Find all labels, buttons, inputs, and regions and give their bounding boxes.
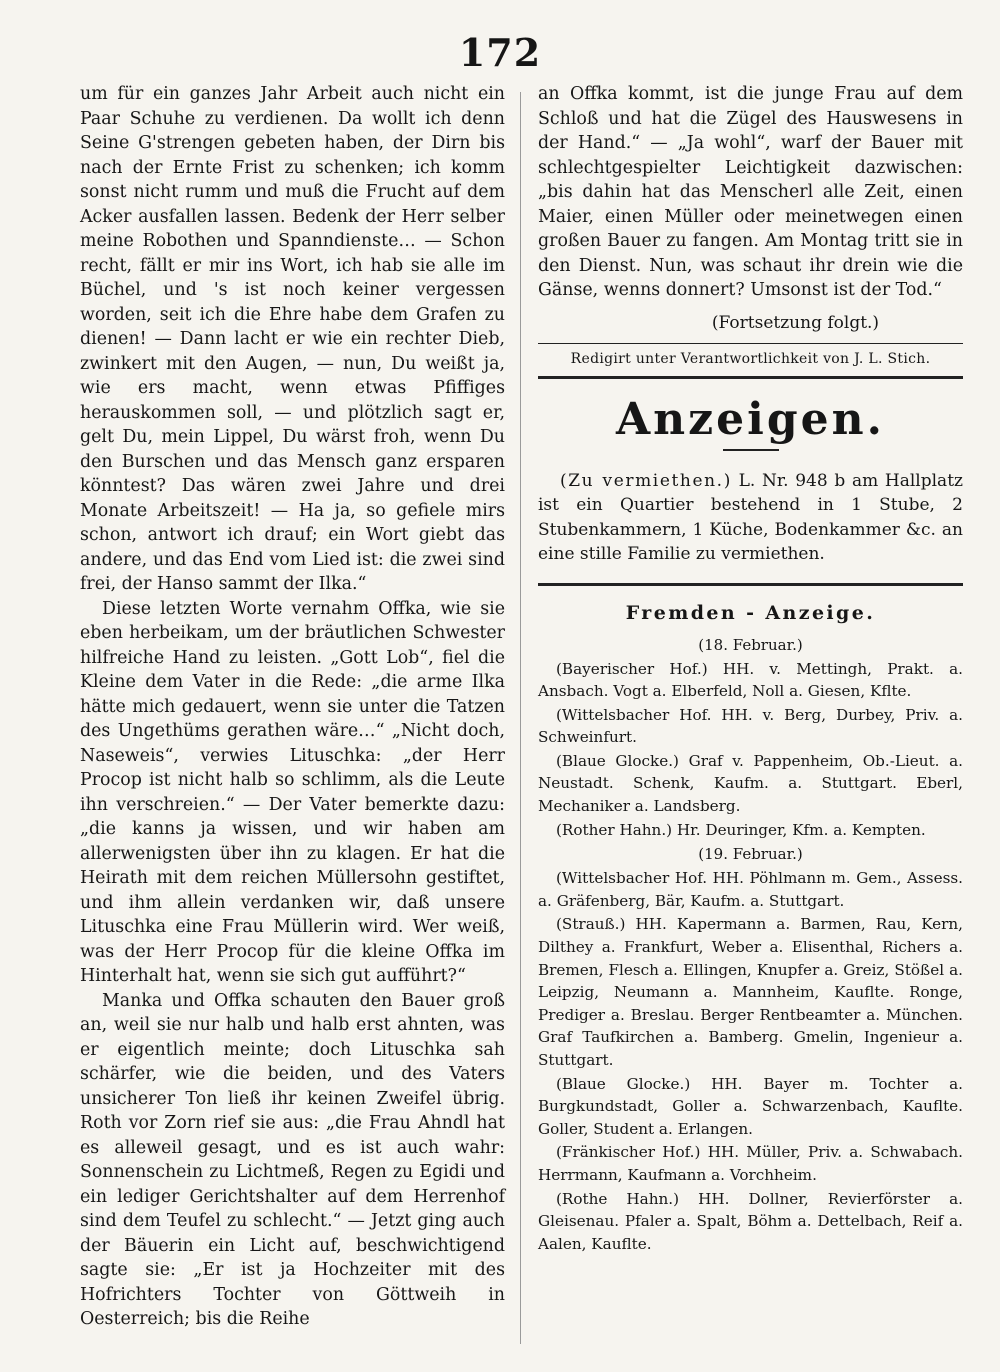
left-column [80, 82, 505, 1332]
arrival-entry: (Fränkischer Hof.) HH. Müller, Priv. a. Schwabach. Herrmann, Kaufmann a. Vorchheim. [538, 1143, 963, 1184]
arrival-entry: (Bayerischer Hof.) HH. v. Mettingh, Prakt. a. Ansbach. Vogt a. Elberfeld, Noll a. Giesen, Kflte. [538, 659, 963, 701]
story-paragraph-2: Diese letzten Worte vernahm Offka, wie sie eben herbeikam, um der bräutlichen Schwester hilfreiche Hand zu leisten. „Gott Lob“, fiel die Kleine dem Vater in die Rede: „die arme Ilka hätte mich gedauert, wenn sie unter die Tatzen des Ungethüms gerathen wäre…“ „Nicht doch, Naseweis“, verwies Lituschka: „der Herr Procop ist nicht halb so schlimm, als die Leute ihn verschreien.“ — Der Vater bemerkte dazu: „die kanns ja wissen, und wir haben am allerwenigsten über ihn zu klagen. Er hat die Heirath mit dem reichen Müllersohn gestiftet, und ihm allein verdanken wir, daß unsere Lituschka eine Frau Müllerin wird. Wer weiß, was der Herr Procop für die kleine Offka im Hinterhalt hat, wenn sie sich gut aufführt?“ [80, 598, 505, 986]
arrival-entry: (Rothe Hahn.) HH. Dollner, Revierförster a. Gleisenau. Pfaler a. Spalt, Böhm a. Dettelbach, Reif a. Aalen, Kauflte. [538, 1189, 963, 1253]
arrivals-date-1: (18. Februar.) [698, 635, 803, 654]
editor-line: Redigirt unter Verantwortlichkeit von J. L. Stich. [570, 350, 931, 367]
arrival-entry: (Blaue Glocke.) Graf v. Pappenheim, Ob.-Lieut. a. Neustadt. Schenk, Kaufm. a. Stuttgart. Eberl, Mechaniker a. Landsberg. [538, 751, 963, 816]
arrivals-heading: Fremden - Anzeige. [625, 601, 876, 624]
story-paragraph-3: Manka und Offka schauten den Bauer groß an, weil sie nur halb und halb erst ahnten, was er eigentlich meinte; doch Lituschka sah schärfer, wie die beiden, und des Vaters unsicherer Ton ließ ihr keinen Zweifel übrig. Roth vor Zorn rief sie aus: „die Frau Ahndl hat es alleweil gesagt, und es ist auch wahr: Sonnenschein zu Lichtmeß, Regen zu Egidi und ein lediger Gerichtshalter auf dem Herrenhof sind dem Teufel zu schlecht.“ — Jetzt ging auch der Bäuerin ein Licht auf, beschwichtigend sagte sie: „Er ist ja Hochzeiter mit des Hofrichters Tochter von Göttweih in Oesterreich; bis die Reihe [80, 990, 505, 1329]
arrival-entry: (Rother Hahn.) Hr. Deuringer, Kfm. a. Kempten. [556, 820, 926, 839]
arrival-entry: (Wittelsbacher Hof. HH. v. Berg, Durbey, Priv. a. Schweinfurt. [538, 705, 963, 747]
column-divider [520, 92, 521, 1344]
ads-heading-rule [723, 449, 779, 451]
ad-to-let-text: L. Nr. 948 b am Hallplatz ist ein Quartier bestehend in 1 Stube, 2 Stubenkammern, 1 Küche, Bodenkammer &c. an eine stille Familie zu vermiethen. [538, 470, 963, 564]
right-column [538, 82, 963, 1256]
ad-to-let [538, 469, 963, 567]
rule-above-editor [538, 343, 963, 344]
rule-below-editor [538, 376, 963, 379]
story-conclusion: an Offka kommt, ist die junge Frau auf dem Schloß und hat die Zügel des Hauswesens in der Hand.“ — „Ja wohl“, warf der Bauer mit schlechtgespielter Leichtigkeit dazwischen: „bis dahin hat das Menscherl alle Zeit, einen Maier, einen Müller oder meinetwegen einen großen Bauer zu fangen. Am Montag tritt sie in den Dienst. Nun, was schaut ihr drein wie die Gänse, wenns donnert? Umsonst ist der Tod.“ [538, 84, 963, 300]
arrival-entry: (Strauß.) HH. Kapermann a. Barmen, Rau, Kern, Dilthey a. Frankfurt, Weber a. Elisenthal, Richers a. Bremen, Flesch a. Ellingen, Knupfer a. Greiz, Stößel a. Leipzig, Neumann a. Mannheim, Kauflte. Ronge, Prediger a. Breslau. Berger Rentbeamter a. München. Graf Taufkirchen a. Bamberg. Gmelin, Ingenieur a. Stuttgart. [538, 915, 963, 1069]
page-number: 172 [458, 30, 542, 75]
ad-to-let-label: (Zu vermiethen.) [560, 470, 732, 491]
arrivals-date-2: (19. Februar.) [698, 845, 803, 864]
story-paragraph-1: um für ein ganzes Jahr Arbeit auch nicht ein Paar Schuhe zu verdienen. Da wollt ich denn Seine G'strengen gebeten haben, der Dirn bis nach der Ernte Frist zu schenken; ich komm sonst nicht rumm und muß die Frucht auf dem Acker ausfallen lassen. Bedenk der Herr selber meine Robothen und Spanndienste… — Schon recht, fällt er mir ins Wort, ich hab sie alle im Büchel, und 's ist noch keiner vergessen worden, seit ich die Ehre habe dem Grafen zu dienen! — Dann lacht er wie ein rechter Dieb, zwinkert mit den Augen, — nun, Du weißt ja, wie ers macht, wenn etwas Pfiffiges herauskommen soll, — und plötzlich sagt er, gelt Du, mein Lippel, Du wärst froh, wenn Du den Burschen und das Mensch ganz ersparen könntest? Das wären zwei Jahre und drei Monate Arbeitszeit! — Ha ja, so gefiele mirs schon, antwort ich drauf; ein Wort giebt das andere, und das End vom Lied ist: die zwei sind frei, der Hanso sammt der Ilka.“ [80, 84, 505, 594]
arrival-entry: (Wittelsbacher Hof. HH. Pöhlmann m. Gem., Assess. a. Gräfenberg, Bär, Kaufm. a. Stuttgart. [538, 869, 963, 910]
rule-above-arrivals [538, 583, 963, 586]
ads-heading: Anzeigen. [616, 393, 885, 445]
arrival-entry: (Blaue Glocke.) HH. Bayer m. Tochter a. Burgkundstadt, Goller a. Schwarzenbach, Kauflte. Goller, Student a. Erlangen. [538, 1074, 963, 1138]
continued-note: (Fortsetzung folgt.) [711, 312, 880, 333]
